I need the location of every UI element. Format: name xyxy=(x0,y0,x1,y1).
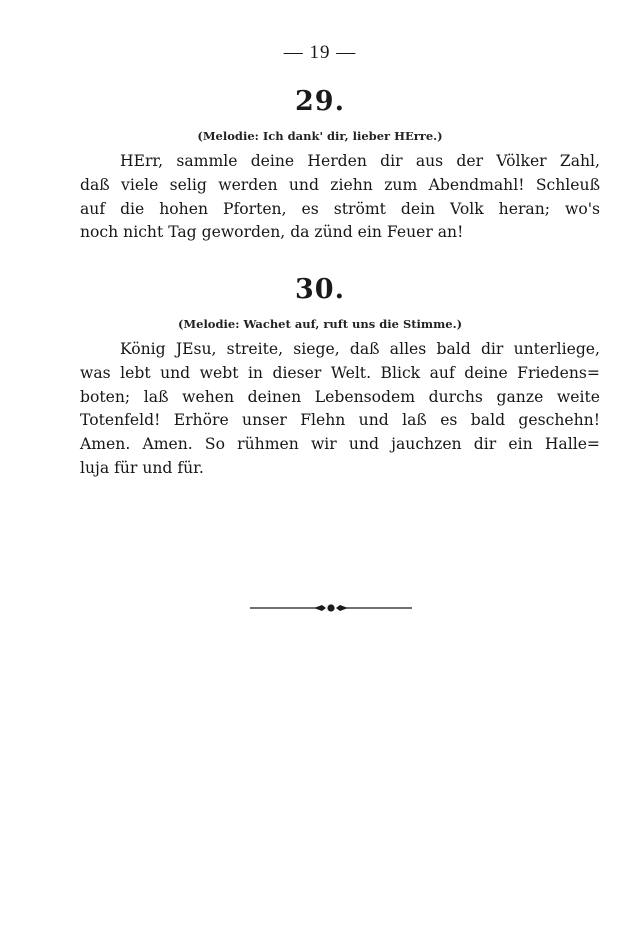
verse-line: Totenfeld! Erhöre unser Flehn und laß es bald geschehn! xyxy=(80,411,600,430)
melody-line-29: (Melodie: Ich dank' dir, lieber HErre.) xyxy=(197,129,443,143)
verse-line: luja für und für. xyxy=(80,458,204,477)
hymn-number-29: 29. xyxy=(295,86,345,117)
hymn-text-29 xyxy=(80,150,600,245)
verse-line: auf die hohen Pforten, es strömt dein Volk heran; wo's xyxy=(80,199,600,218)
page-number: — 19 — xyxy=(283,42,357,63)
verse-line: boten; laß wehen deinen Lebensodem durchs ganze weite xyxy=(80,387,600,406)
hymn-text-30 xyxy=(80,338,600,481)
hymn-number-30: 30. xyxy=(295,274,345,305)
verse-line: was lebt und webt in dieser Welt. Blick auf deine Friedens= xyxy=(80,363,600,382)
verse-line: daß viele selig werden und ziehn zum Abendmahl! Schleuß xyxy=(80,175,600,194)
verse-line: HErr, sammle deine Herden dir aus der Völker Zahl, xyxy=(120,152,600,170)
verse-line: Amen. Amen. So rühmen wir und jauchzen dir ein Halle= xyxy=(80,435,600,454)
verse-line: König JEsu, streite, siege, daß alles bald dir unterliege, xyxy=(120,340,600,358)
melody-line-30: (Melodie: Wachet auf, ruft uns die Stimme.) xyxy=(177,317,463,331)
verse-line: noch nicht Tag geworden, da zünd ein Feuer an! xyxy=(80,223,464,242)
divider-ornament-icon xyxy=(250,598,412,618)
